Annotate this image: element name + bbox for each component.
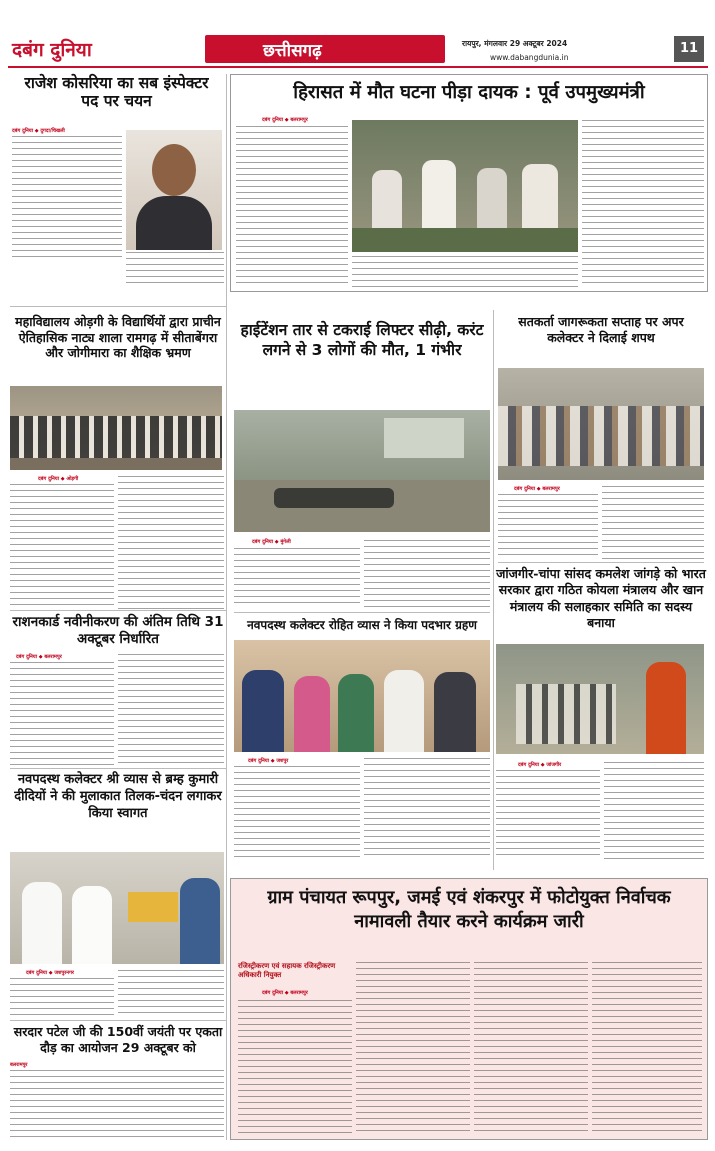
s1-portrait-photo xyxy=(126,130,222,250)
s9-welcome-photo xyxy=(10,852,224,964)
row-rule-6 xyxy=(498,562,704,563)
s10-body-col2 xyxy=(356,962,470,1134)
s10-byline: दबंग दुनिया ◆ बलरामपुर xyxy=(262,990,308,996)
row-rule-2 xyxy=(10,610,226,611)
s10-body-col1 xyxy=(238,1000,352,1134)
s11-headline: सरदार पटेल जी की 150वीं जयंती पर एकता दौड़ का आयोजन 29 अक्टूबर को xyxy=(13,1024,223,1056)
s6-headline: जांजगीर-चांपा सांसद कमलेश जांगड़े को भारत सरकार द्वारा गठित कोयला मंत्रालय और खान मंत्रालय की सलाहकार समिति का सदस्य बनाया xyxy=(496,566,706,630)
s8-byline: दबंग दुनिया ◆ जशपुर xyxy=(248,758,289,764)
s5-oath-photo xyxy=(498,368,704,480)
section-banner xyxy=(205,35,445,63)
s1-headline: राजेश कोसरिया का सब इंस्पेक्टर पद पर चयन xyxy=(24,74,209,111)
masthead-date: रायपुर, मंगलवार 29 अक्टूबर 2024 xyxy=(462,39,568,48)
s1-byline: दबंग दुनिया ◆ दुगदा/चिखली xyxy=(12,128,65,134)
s9-body-right xyxy=(118,970,224,1018)
s9-body-left xyxy=(10,978,114,1018)
s7-body-left xyxy=(10,662,114,766)
s1-body xyxy=(12,136,122,262)
column-rule-right xyxy=(493,310,494,870)
masthead-website: www.dabangdunia.in xyxy=(490,53,569,62)
s6-byline: दबंग दुनिया ◆ जांजगीर xyxy=(518,762,562,768)
s10-body-col4 xyxy=(592,962,702,1134)
masthead-logo: दबंग दुनिया xyxy=(12,39,92,61)
s8-body-right xyxy=(364,758,490,860)
s11-byline: बलरामपुर xyxy=(10,1062,28,1068)
s10-subheadline: रजिस्ट्रीकरण एवं सहायक रजिस्ट्रीकरण अधिकारी नियुक्त xyxy=(238,962,336,979)
s4-byline: दबंग दुनिया ◆ मुंगेली xyxy=(252,539,291,545)
s3-body-left xyxy=(10,484,114,612)
masthead-rule xyxy=(8,66,708,68)
section-title: छत्तीसगढ़ xyxy=(263,41,322,61)
s2-body-left xyxy=(236,126,348,286)
page-number: 11 xyxy=(674,36,704,62)
s2-body-center xyxy=(352,256,578,288)
s10-body-col3 xyxy=(474,962,588,1134)
s2-meeting-photo xyxy=(352,120,578,252)
s7-headline: राशनकार्ड नवीनीकरण की अंतिम तिथि 31 अक्टूबर निर्धारित xyxy=(12,614,224,647)
s4-body-left xyxy=(234,548,360,608)
s3-students-photo xyxy=(10,386,222,470)
row-rule-1 xyxy=(10,306,226,307)
s8-body-left xyxy=(234,766,360,860)
s7-byline: दबंग दुनिया ◆ बलरामपुर xyxy=(16,654,62,660)
s8-collector-photo xyxy=(234,640,490,752)
s3-byline: दबंग दुनिया ◆ ओड़गी xyxy=(38,476,79,482)
s9-headline: नवपदस्थ कलेक्टर श्री व्यास से ब्रम्ह कुमारी दीदियों ने की मुलाकात तिलक-चंदन लगाकर किया स्वागत xyxy=(14,772,222,821)
s6-mp-photo xyxy=(496,644,704,754)
row-rule-3 xyxy=(10,768,226,769)
s8-headline: नवपदस्थ कलेक्टर रोहित व्यास ने किया पदभार ग्रहण xyxy=(247,618,477,632)
masthead xyxy=(0,0,715,70)
s2-byline: दबंग दुनिया ◆ बलरामपुर xyxy=(262,117,308,123)
s5-body-right xyxy=(602,486,704,560)
s3-body-right xyxy=(118,476,224,612)
row-rule-5 xyxy=(234,612,490,613)
s5-body-left xyxy=(498,494,598,560)
s11-body xyxy=(10,1070,224,1140)
s1-body-2 xyxy=(126,252,224,286)
s7-body-right xyxy=(118,654,224,766)
s2-headline: हिरासत में मौत घटना पीड़ा दायक : पूर्व उपमुख्यमंत्री xyxy=(293,82,645,103)
column-rule-left xyxy=(226,74,227,1140)
s5-byline: दबंग दुनिया ◆ बलरामपुर xyxy=(514,486,560,492)
s10-headline: ग्राम पंचायत रूपपुर, जमई एवं शंकरपुर में फोटोयुक्त निर्वाचक नामावली तैयार करने कार्यक्रम जारी xyxy=(267,887,671,933)
s4-body-right xyxy=(364,540,490,608)
s2-body-right xyxy=(582,120,704,288)
row-rule-4 xyxy=(10,1020,226,1021)
s6-body-left xyxy=(496,770,600,860)
s4-accident-photo xyxy=(234,410,490,532)
s3-headline: महाविद्यालय ओड़गी के विद्यार्थियों द्वारा प्राचीन ऐतिहासिक नाट्य शाला रामगढ़ में सीताबेंगरा और जोगीमारा का शैक्षिक भ्रमण xyxy=(15,314,221,361)
s9-byline: दबंग दुनिया ◆ जशपुरनगर xyxy=(26,970,74,976)
s4-headline: हाईटेंशन तार से टकराई लिफ्टर सीढ़ी, करंट लगने से 3 लोगों की मौत, 1 गंभीर xyxy=(240,321,484,360)
s5-headline: सतकर्ता जागरूकता सप्ताह पर अपर कलेक्टर ने दिलाई शपथ xyxy=(518,314,684,345)
s6-body-right xyxy=(604,762,704,860)
